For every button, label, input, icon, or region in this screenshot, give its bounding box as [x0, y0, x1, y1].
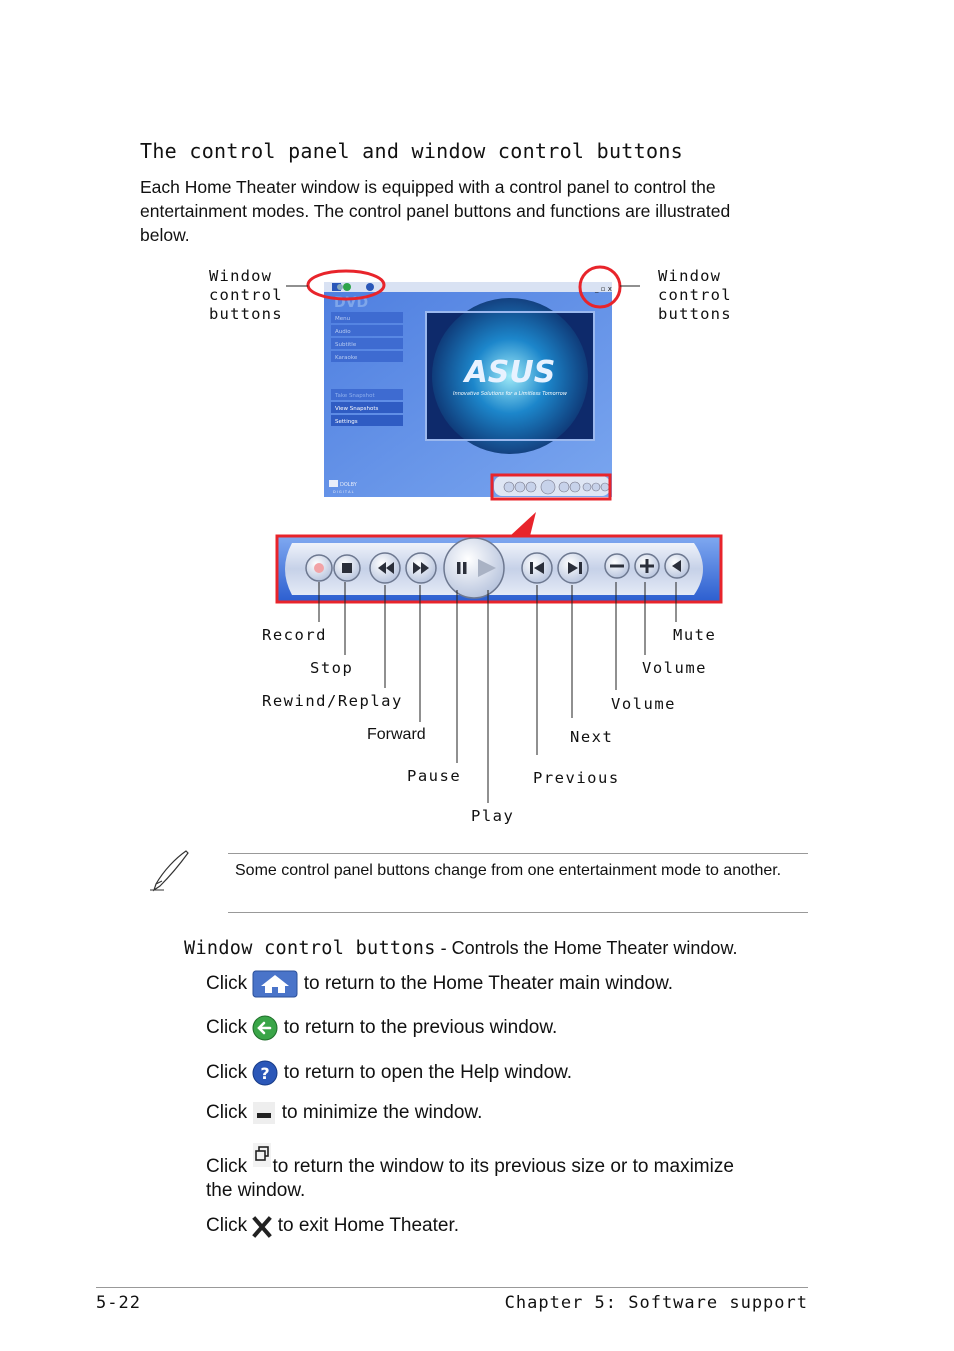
instruction-text: to minimize the window. — [281, 1102, 483, 1124]
window-ctrl-glyphs[interactable]: _ ▫ x — [595, 285, 612, 293]
label-play: Play — [471, 807, 515, 825]
note-pen-icon — [146, 848, 192, 894]
menu-item[interactable]: Settings — [335, 419, 358, 425]
instruction-text: to return to the Home Theater main window. — [303, 973, 674, 995]
back-arrow-icon[interactable] — [252, 1015, 278, 1041]
menu-item[interactable]: Subtitle — [335, 342, 357, 348]
restore-icon[interactable] — [252, 1142, 272, 1168]
label-next: Next — [570, 728, 614, 746]
click-word: Click — [206, 1215, 248, 1237]
footer-rule — [96, 1287, 808, 1288]
label-record: Record — [262, 626, 327, 644]
instruction-text: to exit Home Theater. — [277, 1215, 460, 1237]
home-theater-screenshot — [280, 262, 640, 512]
callout-line: Window — [209, 267, 273, 285]
label-previous: Previous — [533, 769, 620, 787]
help-icon[interactable] — [252, 1060, 278, 1086]
window-controls-title: Window control buttons — [184, 938, 436, 959]
home-icon[interactable] — [252, 970, 298, 998]
svg-text:?: ? — [260, 1064, 271, 1083]
window-controls-heading — [184, 938, 737, 959]
note-text: Some control panel buttons change from one entertainment mode to another. — [235, 862, 782, 879]
instruction-minimize — [206, 1101, 482, 1125]
menu-item[interactable]: Menu — [335, 316, 351, 322]
stop-icon — [342, 563, 352, 573]
help-icon[interactable] — [366, 283, 374, 291]
section-heading: The control panel and window control buttons — [140, 139, 684, 163]
menu-item[interactable]: View Snapshots — [335, 406, 379, 412]
chapter-title: Chapter 5: Software support — [504, 1293, 808, 1313]
click-word: Click — [206, 973, 248, 995]
callout-line: buttons — [658, 305, 732, 323]
instruction-help — [206, 1060, 572, 1086]
dolby-sub: D I G I T A L — [333, 490, 354, 494]
label-mute: Mute — [673, 626, 717, 644]
instruction-close — [206, 1214, 459, 1238]
label-pause: Pause — [407, 767, 462, 785]
callout-left-window-controls — [209, 267, 283, 324]
menu-item[interactable]: Karaoke — [335, 355, 358, 361]
label-volume-down: Volume — [611, 695, 676, 713]
callout-line: buttons — [209, 305, 283, 323]
instruction-text: to return to open the Help window. — [283, 1062, 573, 1084]
instruction-home — [206, 970, 673, 998]
click-word: Click — [206, 1017, 248, 1039]
click-word: Click — [206, 1156, 248, 1177]
back-arrow-icon[interactable] — [343, 283, 351, 291]
intro-paragraph: Each Home Theater window is equipped with a control panel to control the entertainment modes. The control panel buttons and functions are illustrated below. — [140, 177, 731, 245]
menu-item[interactable]: Take Snapshot — [335, 393, 375, 399]
record-icon — [314, 563, 324, 573]
callout-line: control — [209, 286, 283, 304]
dvd-logo: DVD — [334, 295, 369, 311]
page-number: 5-22 — [96, 1293, 141, 1313]
brand-logo: ASUS — [464, 355, 556, 390]
brand-tagline: Innovative Solutions for a Limitless Tomorrow — [453, 391, 567, 397]
click-word: Click — [206, 1102, 248, 1124]
previous-icon — [530, 562, 533, 574]
instruction-text: to return the window to its previous size or to maximize — [272, 1156, 734, 1177]
instruction-restore — [206, 1142, 806, 1203]
callout-right-window-controls — [658, 267, 732, 324]
label-rewind: Rewind/Replay — [262, 692, 403, 710]
control-panel-enlarged — [274, 533, 724, 605]
label-stop: Stop — [310, 659, 354, 677]
close-icon[interactable] — [252, 1214, 272, 1238]
instruction-back — [206, 1015, 557, 1041]
callout-line: Window — [658, 267, 722, 285]
window-controls-desc: - Controls the Home Theater window. — [435, 938, 738, 958]
pause-icon — [457, 562, 461, 574]
instruction-text: to return to the previous window. — [283, 1017, 558, 1039]
label-volume-up: Volume — [642, 659, 707, 677]
instruction-text-cont: the window. — [206, 1180, 306, 1201]
callout-line: control — [658, 286, 732, 304]
dolby-logo: DOLBY — [340, 482, 357, 488]
minimize-icon[interactable] — [252, 1101, 276, 1125]
menu-item[interactable]: Audio — [335, 329, 351, 335]
click-word: Click — [206, 1062, 248, 1084]
label-forward: Forward — [367, 726, 426, 743]
title-icon — [337, 284, 343, 290]
minus-icon — [610, 565, 624, 568]
